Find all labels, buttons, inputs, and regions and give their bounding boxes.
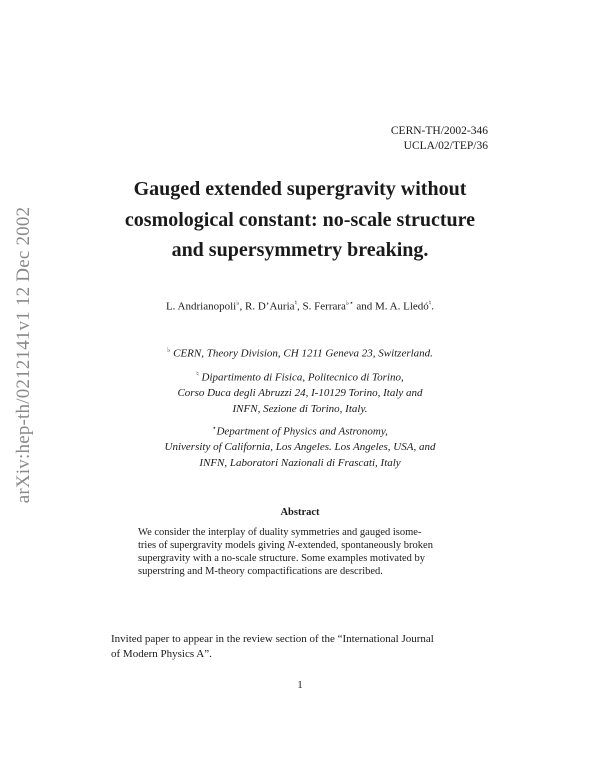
page-number: 1 bbox=[297, 679, 303, 691]
arxiv-side-stamp bbox=[7, 200, 41, 510]
affiliation-line bbox=[80, 343, 520, 362]
title-line: Gauged extended supergravity without bbox=[133, 178, 467, 200]
note-line: of Modern Physics A”. bbox=[111, 648, 212, 660]
affiliation-mark: ♭ bbox=[236, 299, 240, 307]
arxiv-identifier: arXiv:hep-th/0212141v1 12 Dec 2002 bbox=[13, 206, 34, 504]
author-name: , R. D’Auria bbox=[239, 300, 295, 313]
affiliation-line: Corso Duca degli Abruzzi 24, I-10129 Torino, Italy and bbox=[177, 387, 423, 400]
author-name: L. Andrianopoli bbox=[165, 300, 237, 313]
affiliation-mark: ♭ bbox=[167, 346, 171, 354]
abstract-text: supergravity with a no-scale structure. Some examples motivated by bbox=[138, 553, 426, 564]
title-line: cosmological constant: no-scale structure bbox=[124, 208, 476, 231]
affiliation-mark: ♮ bbox=[294, 299, 298, 307]
affiliation-line: INFN, Sezione di Torino, Italy. bbox=[232, 402, 368, 415]
abstract-text: -extended, spontaneously broken bbox=[294, 540, 433, 551]
affiliation-line bbox=[80, 367, 520, 386]
title-line: and supersymmetry breaking. bbox=[171, 239, 429, 261]
publication-note bbox=[111, 632, 491, 662]
abstract-text: tries of supergravity models giving bbox=[138, 540, 288, 551]
affiliation-text: CERN, Theory Division, CH 1211 Geneva 23, Switzerland. bbox=[173, 347, 433, 360]
affiliation-mark: ⋆ bbox=[212, 424, 217, 432]
affiliation-cern bbox=[80, 343, 520, 362]
paper-title bbox=[70, 174, 530, 266]
affiliation-line bbox=[80, 421, 520, 440]
abstract-line bbox=[138, 565, 460, 578]
report-number-cern: CERN-TH/2002-346 bbox=[390, 125, 488, 137]
affiliation-mark: ♮ bbox=[196, 370, 199, 378]
affiliation-ucla bbox=[80, 421, 520, 471]
author-name: , S. Ferrara bbox=[297, 300, 346, 313]
affiliation-line: University of California, Los Angeles. Los Angeles, USA, and bbox=[164, 441, 436, 454]
report-number-ucla: UCLA/02/TEP/36 bbox=[403, 140, 488, 152]
abstract-heading: Abstract bbox=[280, 507, 320, 518]
author-list-end: . bbox=[431, 300, 435, 313]
abstract-body bbox=[138, 526, 460, 578]
author-name: and M. A. Lledó bbox=[353, 300, 429, 313]
abstract-line bbox=[138, 539, 460, 552]
abstract-text: We consider the interplay of duality symmetries and gauged isome- bbox=[138, 527, 422, 538]
abstract-line bbox=[138, 552, 460, 565]
abstract-math: N bbox=[287, 540, 295, 551]
note-line: Invited paper to appear in the review section of the “International Journal bbox=[111, 633, 434, 645]
affiliation-torino bbox=[80, 367, 520, 417]
affiliation-text: Dipartimento di Fisica, Politecnico di Torino, bbox=[201, 371, 404, 384]
affiliation-text: Department of Physics and Astronomy, bbox=[216, 425, 388, 438]
report-numbers bbox=[391, 124, 488, 154]
affiliation-mark: ♮ bbox=[428, 299, 432, 307]
author-list bbox=[60, 299, 540, 313]
affiliation-mark: ♭⋆ bbox=[345, 299, 354, 307]
affiliation-line: INFN, Laboratori Nazionali di Frascati, Italy bbox=[199, 456, 401, 469]
abstract-text: superstring and M-theory compactifications are described. bbox=[138, 566, 383, 577]
abstract-line bbox=[138, 526, 460, 539]
